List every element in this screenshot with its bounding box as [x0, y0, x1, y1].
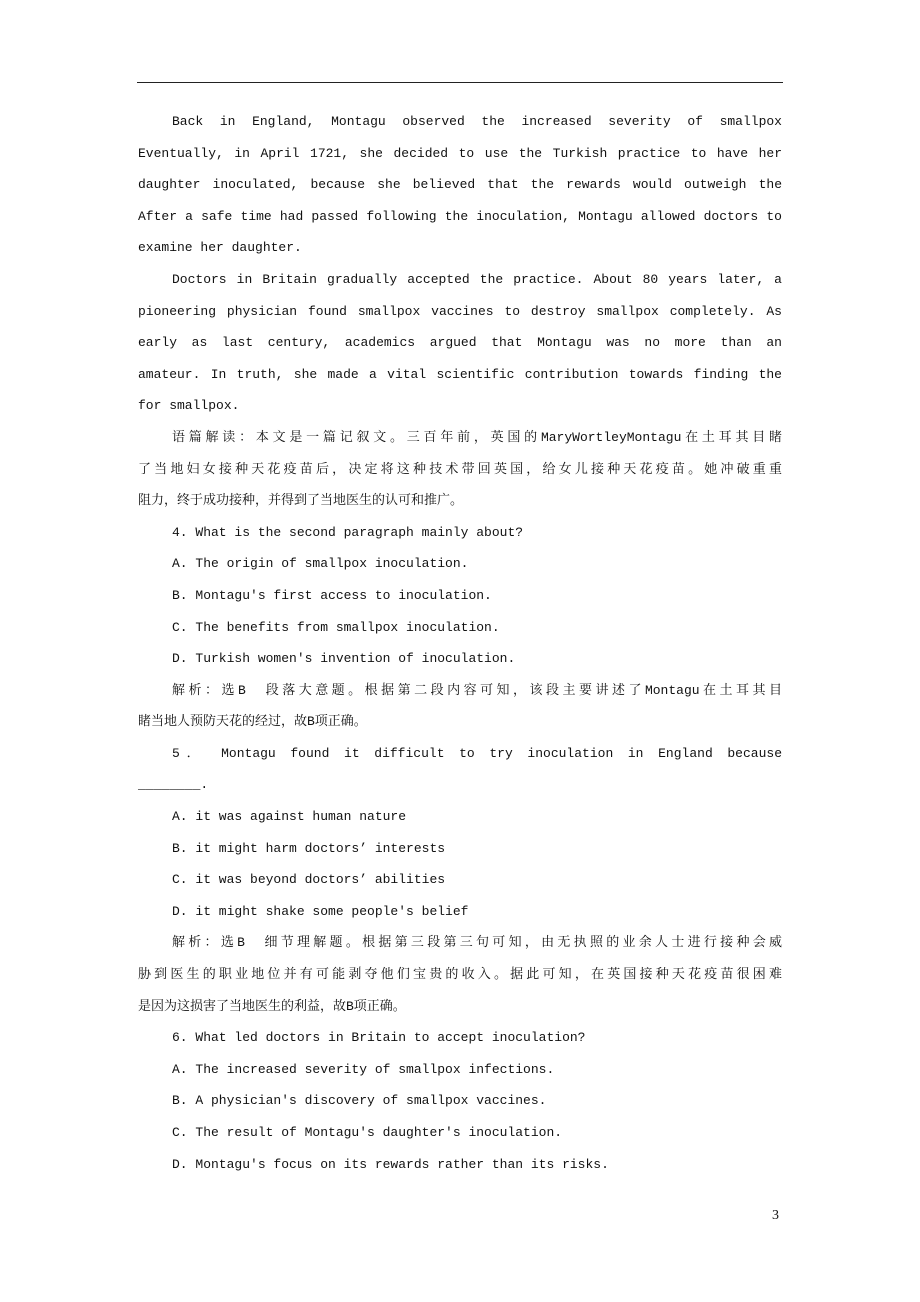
header-rule [137, 82, 783, 83]
text-line: 6. What led doctors in Britain to accept inoculation? [172, 1030, 586, 1046]
document-body [138, 106, 782, 1180]
text-line: D. Turkish women's invention of inoculation. [172, 651, 516, 667]
text-line: C. it was beyond doctors’ abilities [172, 872, 446, 888]
question-5 [138, 738, 782, 801]
text-line: early as last century, academics argued that Montagu was no more than an [138, 335, 782, 351]
text-line: Eventually, in April 1721, she decided to use the Turkish practice to have her [138, 145, 782, 161]
option-c [138, 864, 782, 896]
option-a [138, 548, 782, 580]
question-6 [138, 1022, 782, 1054]
passage-paragraph [138, 264, 782, 422]
text-line: 语篇解读：本文是一篇记叙文。三百年前，英国的MaryWortleyMontagu在土耳其目睹 [172, 429, 782, 445]
text-line: for smallpox. [138, 398, 240, 414]
option-b [138, 833, 782, 865]
text-line: After a safe time had passed following the inoculation, Montagu allowed doctors to [138, 208, 782, 224]
passage-paragraph [138, 106, 782, 264]
option-c [138, 612, 782, 644]
text-line: B. A physician's discovery of smallpox vaccines. [172, 1093, 547, 1109]
text-line: A. The origin of smallpox inoculation. [172, 556, 469, 572]
text-line: D. it might shake some people's belief [172, 903, 469, 919]
text-line: B. it might harm doctors’ interests [172, 840, 446, 856]
text-line: D. Montagu's focus on its rewards rather than its risks. [172, 1156, 609, 1172]
text-line: A. The increased severity of smallpox infections. [172, 1061, 555, 1077]
text-line: 阻力，终于成功接种，并得到了当地医生的认可和推广。 [138, 493, 464, 509]
text-line: ________. [138, 777, 209, 793]
text-line: A. it was against human nature [172, 809, 407, 825]
page-number: 3 [772, 1208, 779, 1223]
answer-explanation-4 [138, 675, 782, 738]
option-c [138, 1117, 782, 1149]
option-d [138, 896, 782, 928]
option-b [138, 1085, 782, 1117]
text-line: 是因为这损害了当地医生的利益，故B项正确。 [138, 998, 406, 1014]
text-line: amateur. In truth, she made a vital scientific contribution towards finding the [138, 366, 782, 382]
text-line: B. Montagu's first access to inoculation. [172, 587, 492, 603]
text-line: examine her daughter. [138, 240, 302, 256]
question-4 [138, 517, 782, 549]
text-line: 胁到医生的职业地位并有可能剥夺他们宝贵的收入。据此可知，在英国接种天花疫苗很困难 [138, 967, 782, 983]
text-line: pioneering physician found smallpox vaccines to destroy smallpox completely. As [138, 303, 782, 319]
option-a [138, 801, 782, 833]
option-d [138, 643, 782, 675]
text-line: Back in England, Montagu observed the increased severity of smallpox [172, 114, 782, 129]
passage-analysis [138, 422, 782, 517]
text-line: 4. What is the second paragraph mainly about? [172, 524, 524, 540]
text-line: C. The result of Montagu's daughter's inoculation. [172, 1125, 563, 1140]
answer-explanation-5 [138, 927, 782, 1022]
text-line: Doctors in Britain gradually accepted the practice. About 80 years later, a [172, 271, 782, 287]
text-line: 睹当地人预防天花的经过，故B项正确。 [138, 714, 367, 730]
text-line: 解析：选B 段落大意题。根据第二段内容可知，该段主要讲述了Montagu在土耳其目 [172, 682, 782, 698]
option-a [138, 1054, 782, 1086]
text-line: 了当地妇女接种天花疫苗后，决定将这种技术带回英国，给女儿接种天花疫苗。她冲破重重 [138, 461, 782, 477]
text-line: 解析：选B 细节理解题。根据第三段第三句可知，由无执照的业余人士进行接种会威 [172, 935, 782, 951]
text-line: C. The benefits from smallpox inoculation. [172, 619, 500, 635]
text-line: 5． Montagu found it difficult to try inoculation in England because [172, 745, 782, 761]
option-b [138, 580, 782, 612]
text-line: daughter inoculated, because she believed that the rewards would outweigh the [138, 177, 782, 193]
option-d [138, 1149, 782, 1181]
